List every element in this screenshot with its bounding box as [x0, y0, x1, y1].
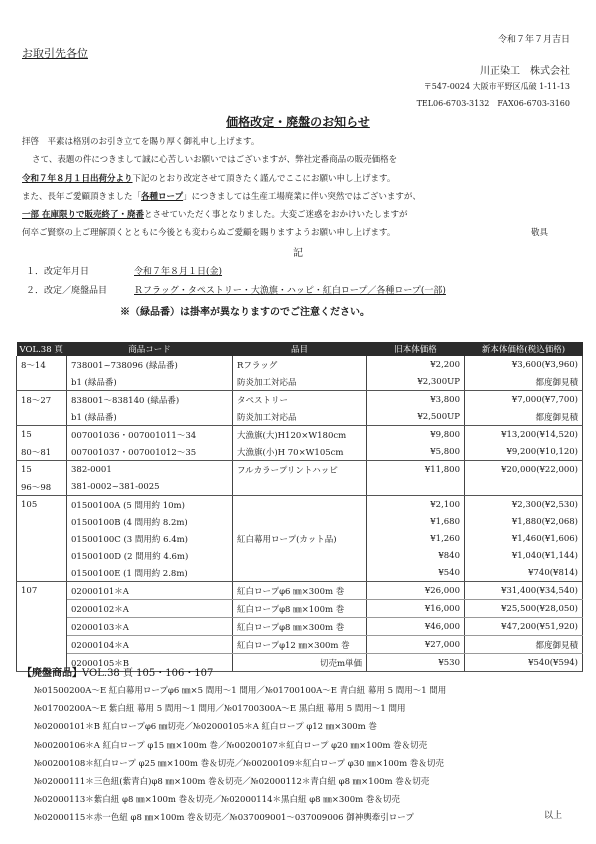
new-price-cell: ¥2,300(¥2,530) [465, 496, 583, 514]
code-cell: 02000103＊A [67, 618, 233, 636]
body-line-4-post: 」につきましては生産工場廃業に伴い突然ではございますが、 [183, 192, 421, 202]
discontinued-item: №02000101＊B 紅白ロープφ6 ㎜切売／№02000105＊A 紅白ロープ φ12 ㎜×300m 巻 [34, 722, 377, 733]
discontinued-item: №02000115＊赤一色紐 φ8 ㎜×100m 巻＆切売／№037009001～037009006 御神輿牽引ロープ [34, 813, 414, 824]
document-date: 令和７年７月吉日 [497, 35, 570, 45]
item-1-value: 令和７年８月１日(金) [134, 267, 223, 277]
discontinued-title [22, 664, 213, 679]
item-cell [233, 513, 367, 530]
code-cell: 382-0001 [67, 461, 233, 479]
page-cell [17, 636, 67, 654]
body-line-5 [22, 208, 407, 220]
page-cell [17, 564, 67, 582]
header-old-price: 旧本体価格 [367, 342, 465, 356]
table-row [17, 513, 583, 530]
old-price-cell: ¥3,800 [367, 391, 465, 409]
body-line-3 [22, 172, 395, 184]
company-contact: TEL06-6703-3132 FAX06-6703-3160 [416, 99, 570, 108]
new-price-cell: ¥1,040(¥1,144) [465, 547, 583, 564]
old-price-cell: ¥26,000 [367, 582, 465, 600]
closing: 敬具 [530, 228, 548, 238]
old-price-cell: ¥2,500UP [367, 408, 465, 426]
item-cell: 切売m単価 [233, 654, 367, 672]
page-title: 価格改定・廃盤のお知らせ [226, 115, 370, 129]
new-price-cell: 都度御見積 [465, 373, 583, 391]
item-cell: 大漁旗(大)H120×W180cm [233, 426, 367, 444]
old-price-cell: ¥2,100 [367, 496, 465, 514]
page-cell [17, 547, 67, 564]
code-cell: 007001037・007001012～35 [67, 443, 233, 461]
code-cell: 381-0002~381-0025 [67, 478, 233, 496]
table-row [17, 582, 583, 600]
page-cell: 18～27 [17, 391, 67, 409]
discontinued-item: №01700200A～E 紫白紐 幕用 5 間用～1 間用／№01700300A～E 黒白紐 幕用 5 間用～1 間用 [34, 704, 406, 715]
table-row [17, 373, 583, 391]
page-cell: 96～98 [17, 478, 67, 496]
table-row [17, 496, 583, 514]
ki-heading: 記 [293, 248, 303, 259]
discontinued-heading: 【廃盤商品】 [22, 668, 82, 679]
new-price-cell: ¥9,200(¥10,120) [465, 443, 583, 461]
old-price-cell: ¥1,260 [367, 530, 465, 547]
effective-date-emphasis: 令和７年８月１日出荷分より [22, 174, 133, 184]
old-price-cell [367, 478, 465, 496]
code-cell: b1 (緑品番) [67, 408, 233, 426]
item-cell: タペストリー [233, 391, 367, 409]
old-price-cell: ¥11,800 [367, 461, 465, 479]
table-row [17, 461, 583, 479]
item-cell [233, 564, 367, 582]
table-row [17, 547, 583, 564]
item-cell: 防炎加工対応品 [233, 373, 367, 391]
new-price-cell [465, 478, 583, 496]
new-price-cell: ¥47,200(¥51,920) [465, 618, 583, 636]
table-row [17, 478, 583, 496]
header-item: 品目 [233, 342, 367, 356]
code-cell: b1 (緑品番) [67, 373, 233, 391]
item-2-label: ２．改定／廃盤品目 [26, 286, 108, 296]
code-cell: 838001～838140 (緑品番) [67, 391, 233, 409]
page-cell: 80～81 [17, 443, 67, 461]
new-price-cell: ¥540(¥594) [465, 654, 583, 672]
code-cell: 01500100E (1 間用約 2.8m) [67, 564, 233, 582]
green-code-note: ※（緑品番）は掛率が異なりますのでご注意ください。 [120, 307, 370, 318]
table-row [17, 391, 583, 409]
page-cell [17, 373, 67, 391]
discontinued-item: №02000113＊紫白紐 φ8 ㎜×100m 巻＆切売／№02000114＊黒白紐 φ8 ㎜×300m 巻＆切売 [34, 795, 400, 806]
discontinued-item: №00200106＊A 紅白ロープ φ15 ㎜×100m 巻／№00200107＊紅白ロープ φ20 ㎜×100m 巻＆切売 [34, 740, 428, 751]
header-new-price: 新本体価格(税込価格) [465, 342, 583, 356]
company-name: 川正染工 株式会社 [480, 66, 570, 77]
item-cell: 防炎加工対応品 [233, 408, 367, 426]
rope-emphasis: 各種ロープ [141, 192, 184, 202]
item-cell: フルカラープリントハッピ [233, 461, 367, 479]
code-cell: 01500100A (5 間用約 10m) [67, 496, 233, 514]
old-price-cell: ¥530 [367, 654, 465, 672]
item-cell [233, 478, 367, 496]
old-price-cell: ¥5,800 [367, 443, 465, 461]
code-cell: 738001~738096 (緑品番) [67, 356, 233, 373]
old-price-cell: ¥1,680 [367, 513, 465, 530]
table-row [17, 408, 583, 426]
body-line-3-rest: 下記のとおり改定させて頂きたく謹んでここにお願い申し上げます。 [132, 174, 396, 184]
code-cell: 02000102＊A [67, 600, 233, 618]
header-page: VOL.38 頁 [17, 342, 67, 356]
item-cell: 紅白ロープφ12 ㎜×300m 巻 [233, 636, 367, 654]
price-table [16, 342, 583, 672]
code-cell: 02000105＊B [67, 654, 233, 672]
table-row [17, 426, 583, 444]
item-cell [233, 496, 367, 514]
code-cell: 01500100D (2 間用約 4.6m) [67, 547, 233, 564]
page-cell: 15 [17, 426, 67, 444]
page-cell: 105 [17, 496, 67, 514]
page-cell [17, 408, 67, 426]
item-cell: Rフラッグ [233, 356, 367, 373]
code-cell: 007001036・007001011～34 [67, 426, 233, 444]
page-cell: 15 [17, 461, 67, 479]
page-cell [17, 513, 67, 530]
old-price-cell: ¥840 [367, 547, 465, 564]
table-row [17, 618, 583, 636]
new-price-cell: ¥25,500(¥28,050) [465, 600, 583, 618]
table-header-row [17, 342, 583, 356]
recipient: お取引先各位 [22, 47, 88, 60]
item-cell: 紅白ロープφ6 ㎜×300m 巻 [233, 582, 367, 600]
body-line-5-rest: とさせていただく事となりました。大変ご迷惑をおかけいたしますが [143, 210, 408, 220]
body-line-4-pre: また、長年ご愛顧頂きました「 [22, 192, 142, 202]
new-price-cell: ¥3,600(¥3,960) [465, 356, 583, 373]
page-cell [17, 600, 67, 618]
old-price-cell: ¥2,300UP [367, 373, 465, 391]
body-line-4 [22, 190, 421, 202]
page-cell [17, 530, 67, 547]
item-cell [233, 547, 367, 564]
item-cell: 紅白ロープφ8 ㎜×100m 巻 [233, 600, 367, 618]
discontinued-item: №00200108＊紅白ロープ φ25 ㎜×100m 巻＆切売／№00200109＊紅白ロープ φ30 ㎜×100m 巻＆切売 [34, 758, 444, 769]
new-price-cell: ¥7,000(¥7,700) [465, 391, 583, 409]
body-line-2: さて、表題の件につきまして誠に心苦しいお願いではございますが、弊社定番商品の販売価格を [32, 155, 398, 165]
item-cell: 紅白ロープφ8 ㎜×300m 巻 [233, 618, 367, 636]
table-row [17, 636, 583, 654]
code-cell: 01500100B (4 間用約 8.2m) [67, 513, 233, 530]
item-1-label: １．改定年月日 [26, 267, 90, 277]
discontinue-emphasis: 一部 在庫限りで販売終了・廃番 [22, 210, 144, 220]
discontinued-item: №01500200A～E 紅白幕用ロープφ6 ㎜×5 間用～1 間用／№01700100A～E 青白紐 幕用 5 間用～1 間用 [34, 686, 447, 696]
old-price-cell: ¥27,000 [367, 636, 465, 654]
old-price-cell: ¥540 [367, 564, 465, 582]
new-price-cell: ¥20,000(¥22,000) [465, 461, 583, 479]
new-price-cell: 都度御見積 [465, 408, 583, 426]
old-price-cell: ¥2,200 [367, 356, 465, 373]
table-row [17, 530, 583, 547]
body-line-6: 何卒ご賢察の上ご理解頂くとともに今後とも変わらぬご愛顧を賜りますようお願い申し上げます。 [22, 228, 396, 238]
new-price-cell: ¥31,400(¥34,540) [465, 582, 583, 600]
item-cell: 紅白幕用ロープ(カット品) [233, 530, 367, 547]
page-cell: 8～14 [17, 356, 67, 373]
new-price-cell: ¥740(¥814) [465, 564, 583, 582]
table-row [17, 356, 583, 373]
new-price-cell: 都度御見積 [465, 636, 583, 654]
code-cell: 02000101＊A [67, 582, 233, 600]
table-row [17, 600, 583, 618]
code-cell: 02000104＊A [67, 636, 233, 654]
discontinued-item: №02000111＊三色紐(紫青白)φ8 ㎜×100m 巻＆切売／№02000112＊青白紐 φ8 ㎜×100m 巻＆切売 [34, 777, 430, 787]
end-mark: 以上 [543, 811, 562, 821]
new-price-cell: ¥1,880(¥2,068) [465, 513, 583, 530]
new-price-cell: ¥13,200(¥14,520) [465, 426, 583, 444]
old-price-cell: ¥46,000 [367, 618, 465, 636]
table-row [17, 443, 583, 461]
old-price-cell: ¥9,800 [367, 426, 465, 444]
page-cell [17, 618, 67, 636]
table-row [17, 564, 583, 582]
body-line-1: 拝啓 平素は格別のお引き立てを賜り厚く御礼申し上げます。 [22, 137, 260, 147]
header-code: 商品コード [67, 342, 233, 356]
new-price-cell: ¥1,460(¥1,606) [465, 530, 583, 547]
company-address: 〒547-0024 大阪市平野区瓜破 1-11-13 [423, 82, 570, 91]
item-2-value: Ｒフラッグ・タペストリー・大漁旗・ハッピ・紅白ロープ／各種ロープ(一部) [134, 286, 446, 296]
item-cell: 大漁旗(小)H 70×W105cm [233, 443, 367, 461]
code-cell: 01500100C (3 間用約 6.4m) [67, 530, 233, 547]
old-price-cell: ¥16,000 [367, 600, 465, 618]
page-cell: 107 [17, 582, 67, 600]
discontinued-pages: VOL.38 頁 105・106・107 [82, 668, 214, 679]
